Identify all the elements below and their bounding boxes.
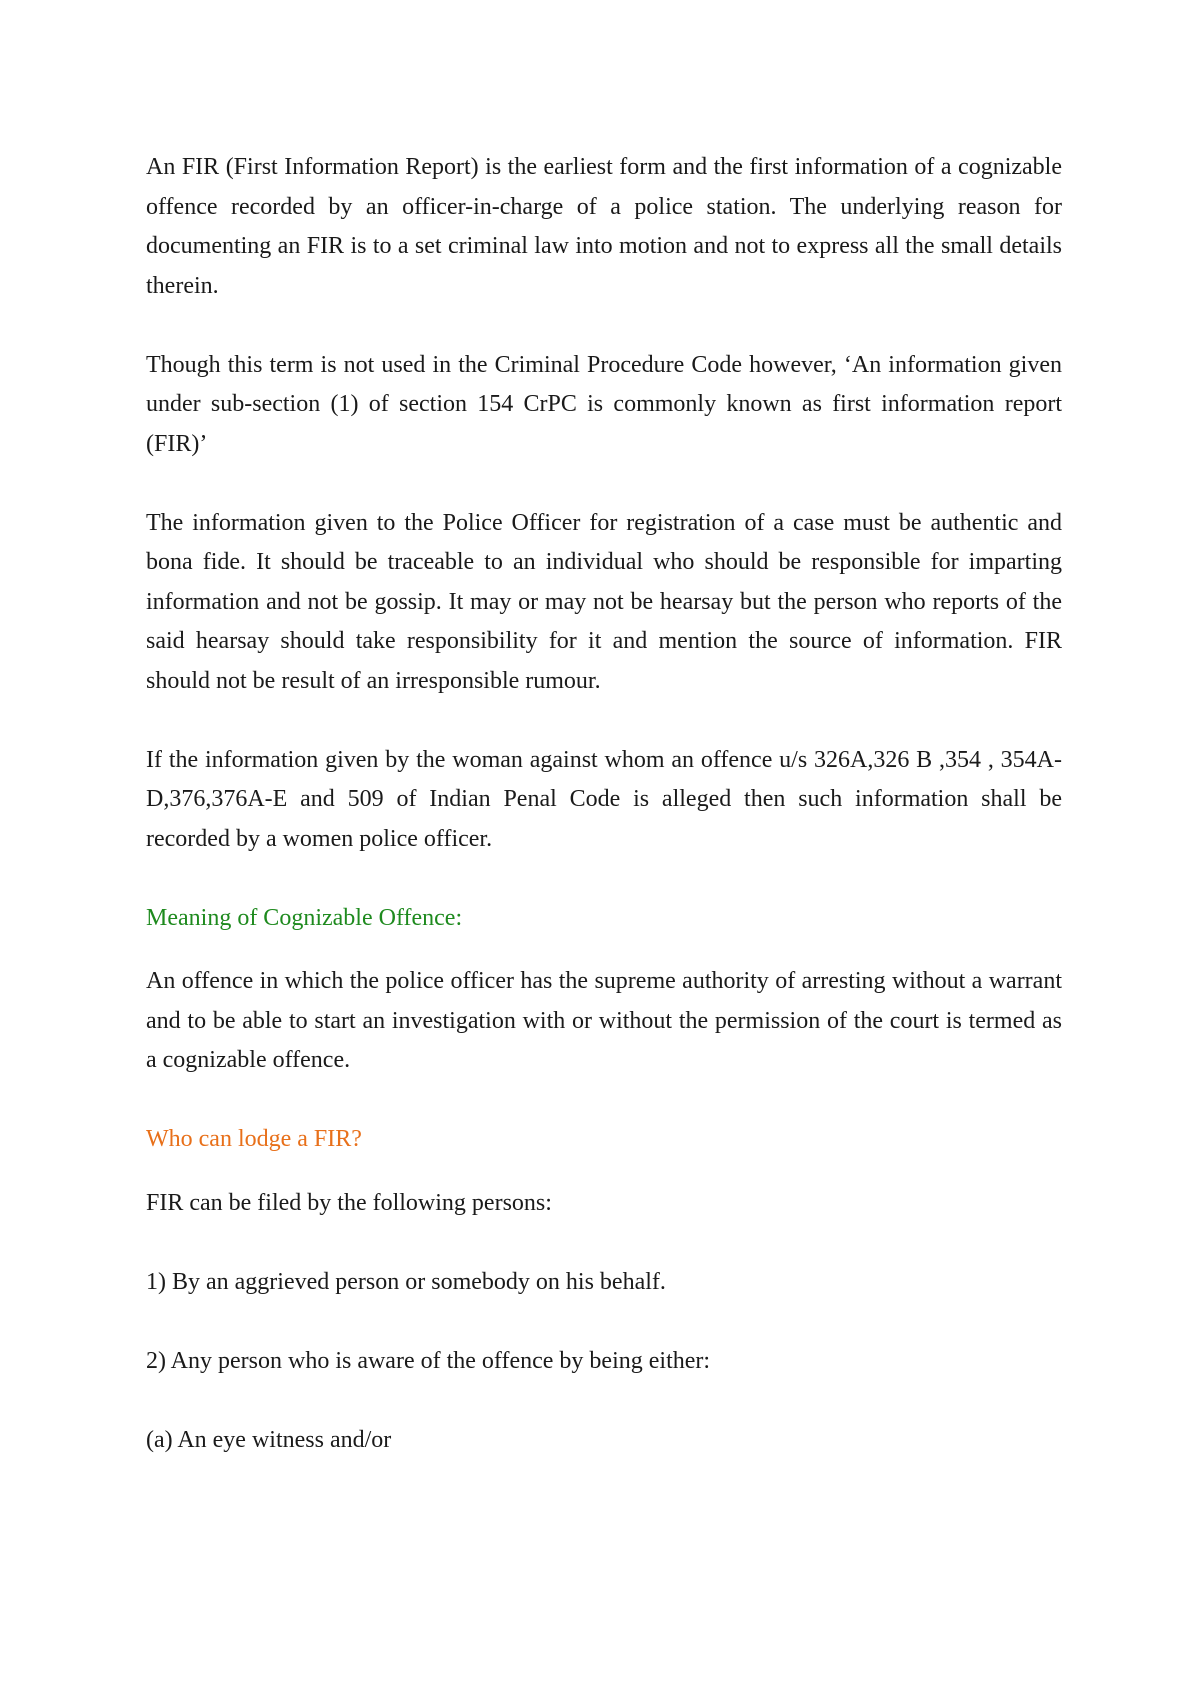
intro-paragraph-3: The information given to the Police Officer for registration of a case must be authentic and bona fide. It should be traceable to an individual who should be responsible for imparting information and not be gossip. It may or may not be hearsay but the person who reports of the said hearsay should take responsibility for it and mention the source of information. FIR should not be result of an irresponsible rumour. [146,509,1062,694]
cognizable-offence-heading: Meaning of Cognizable Offence: [146,904,463,931]
cognizable-offence-paragraph: An offence in which the police officer has the supreme authority of arresting without a warrant and to be able to start an investigation with or without the permission of the court is termed as a cognizable offence. [146,968,1062,1073]
intro-paragraph-2: Though this term is not used in the Criminal Procedure Code however, ‘An information given under sub-section (1) of section 154 CrPC is commonly known as first information report (FIR)’ [146,351,1062,457]
intro-paragraph-4: If the information given by the woman against whom an offence u/s 326A,326 B ,354 , 354A-D,376,376A-E and 509 of Indian Penal Code is alleged then such information shall be recorded by a women police officer. [146,746,1062,852]
intro-paragraph-1: An FIR (First Information Report) is the earliest form and the first information of a cognizable offence recorded by an officer-in-charge of a police station. The underlying reason for documenting an FIR is to a set criminal law into motion and not to express all the small details therein. [146,154,1062,299]
who-item-2a: (a) An eye witness and/or [146,1426,392,1453]
who-can-lodge-intro: FIR can be filed by the following persons: [146,1189,552,1216]
who-can-lodge-heading: Who can lodge a FIR? [146,1126,362,1152]
who-item-2: 2) Any person who is aware of the offence by being either: [146,1347,711,1374]
who-item-1: 1) By an aggrieved person or somebody on his behalf. [146,1268,666,1295]
document-page [146,148,1062,1500]
